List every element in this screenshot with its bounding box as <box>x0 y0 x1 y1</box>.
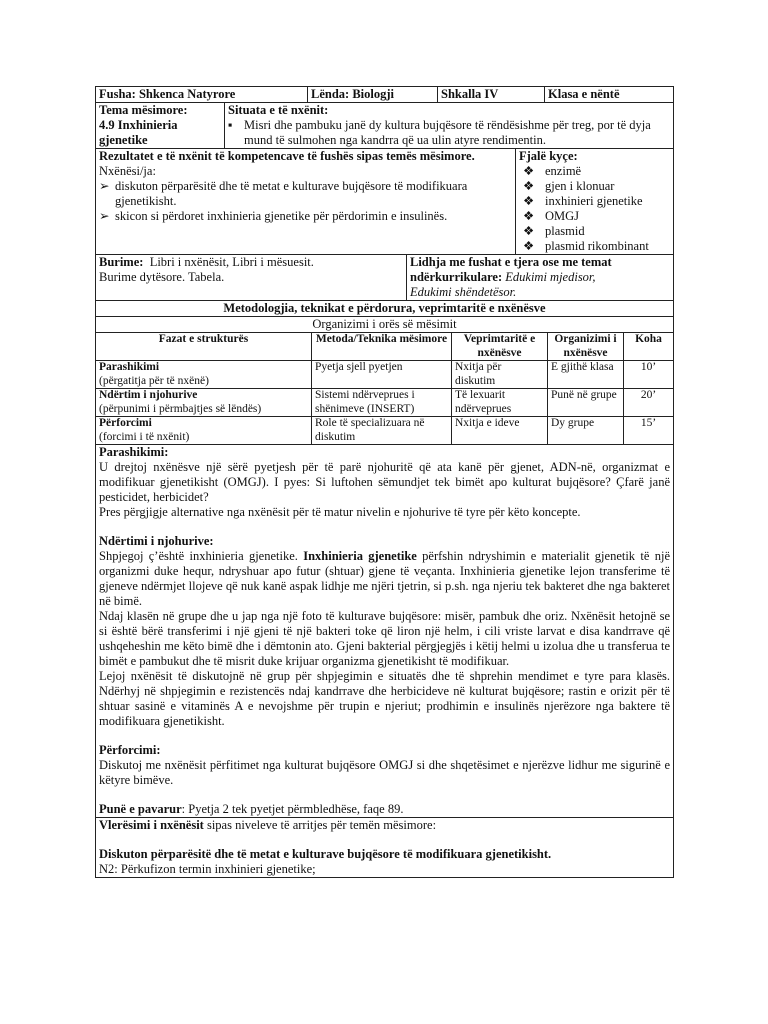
assessment-level-n2: N2: Përkufizon termin inxhinieri gjenetike; <box>99 862 316 876</box>
col-header-organization: Organizimi i nxënësve <box>548 333 624 361</box>
keywords-cell <box>516 149 674 255</box>
method-cell: Pyetja sjell pyetjen <box>312 361 452 389</box>
arrow-bullet-icon: ➢ <box>99 209 110 223</box>
table-row <box>96 389 674 417</box>
outcomes-label: Rezultatet e të nxënit të kompetencave të fushës sipas temës mësimore. <box>99 149 475 163</box>
links-label: Lidhja me fushat e tjera ose me temat ndërkurrikulare: <box>410 255 612 284</box>
knowledge-paragraph: Ndaj klasën në grupe dhe u jap nga një foto të kulturave bujqësore: misër, pambuk dhe oriz. Nxënësit hetojnë se si është bërë transferimi i një gjeni të një bakteri toke që liron një helm, i cili vriste larvat e disa kandrrave që ushqeheshin me këto bimë dhe i dëmtonin ato. Gjeni bakterial përgjegjës i këtij helmi u izolua dhe u transferua te bimët e pambukut dhe të misrit duke krijuar organizma gjenetikisht të modifikuar. <box>99 609 670 668</box>
diamond-bullet-icon: ❖ <box>523 239 535 253</box>
situation-cell <box>225 103 674 149</box>
method-cell: Role të specializuara në diskutim <box>312 417 452 445</box>
keyword-item <box>519 164 670 179</box>
outcomes-table <box>95 148 674 255</box>
time-cell: 20’ <box>624 389 674 417</box>
resources-line2: Burime dytësore. Tabela. <box>99 270 225 284</box>
prediction-paragraph: Pres përgjigje alternative nga nxënësit për të matur nivelin e njohurive të tyre për këto koncepte. <box>99 505 581 519</box>
outcome-item <box>99 209 512 224</box>
outcomes-cell <box>96 149 516 255</box>
prediction-paragraph: U drejtoj nxënësve një sërë pyetjesh për të parë njohuritë që ata kanë për gjenet, ADN-në, organizmat e modifikuar gjenetikisht (OMGJ). I pyes: Si luftohen sëmundjet tek bimët apo kulturat bujqësore? Çfarë janë pesticidet, herbicidet? <box>99 460 670 504</box>
table-row <box>96 361 674 389</box>
level-cell: Shkalla IV <box>438 87 545 103</box>
keyword-item <box>519 239 670 254</box>
keyword-item <box>519 194 670 209</box>
arrow-bullet-icon: ➢ <box>99 179 110 193</box>
methodology-table <box>95 300 674 445</box>
links-value-2: Edukimi shëndetësor. <box>410 285 517 299</box>
prediction-heading: Parashikimi: <box>99 445 169 459</box>
links-cell <box>407 255 674 301</box>
keyword-text: enzimë <box>545 164 582 178</box>
methodology-title: Metodologjia, teknikat e përdorura, veprimtaritë e nxënësve <box>96 301 674 317</box>
reinforcement-heading: Përforcimi: <box>99 743 161 757</box>
links-value-1: Edukimi mjedisor, <box>505 270 596 284</box>
knowledge-paragraph: Shpjegoj ç’është inxhinieria gjenetike. Inxhinieria gjenetike përfshin ndryshimin e materialit gjenetik të një organizmi duke hequr, ndryshuar apo futur (shtuar) gjene të veçanta. Inxhinieria gjenetike lejon transferime të gjeneve ndërmjet llojeve që nuk kanë aspak lidhje me njëri tjetrin, si p.sh. nga njeriu tek bakteret dhe nga bakteret në bimë. <box>99 549 670 608</box>
keyword-text: inxhinieri gjenetike <box>545 194 643 208</box>
assessment-table <box>95 817 674 878</box>
diamond-bullet-icon: ❖ <box>523 179 535 193</box>
assessment-heading: Diskuton përparësitë dhe të metat e kulturave bujqësore të modifikuara gjenetikisht. <box>99 847 552 861</box>
keywords-label: Fjalë kyçe: <box>519 149 578 163</box>
resources-value: Libri i nxënësit, Libri i mësuesit. <box>149 255 314 269</box>
topic-table <box>95 102 674 149</box>
resources-table <box>95 254 674 301</box>
lesson-plan-document <box>95 86 674 878</box>
diamond-bullet-icon: ❖ <box>523 209 535 223</box>
knowledge-building-heading: Ndërtimi i njohurive: <box>99 534 214 548</box>
situation-text: Misri dhe pambuku janë dy kultura bujqësore të rëndësishme për treg, por të dyja mund të sulmohen nga kandrra që ua ulin atyre rendimentin. <box>244 118 651 147</box>
square-bullet-icon: ▪ <box>228 118 233 132</box>
topic-label: Tema mësimore: <box>99 103 188 117</box>
diamond-bullet-icon: ❖ <box>523 164 535 178</box>
phase-cell: Përforcimi (forcimi i të nxënit) <box>96 417 312 445</box>
topic-title: 4.9 Inxhinieria gjenetike <box>99 118 178 147</box>
situation-label: Situata e të nxënit: <box>228 103 329 117</box>
activity-cell: Nxitja për diskutim <box>452 361 548 389</box>
col-header-phases: Fazat e strukturës <box>96 333 312 361</box>
time-cell: 10’ <box>624 361 674 389</box>
diamond-bullet-icon: ❖ <box>523 224 535 238</box>
activity-cell: Të lexuarit ndërveprues <box>452 389 548 417</box>
keyword-text: gjen i klonuar <box>545 179 615 193</box>
lesson-body-table <box>95 444 674 818</box>
reinforcement-paragraph: Diskutoj me nxënësit përfitimet nga kulturat bujqësore OMGJ si dhe shqetësimet e njerëzve lidhur me sigurinë e këtyre bimëve. <box>99 758 670 787</box>
keyword-text: plasmid rikombinant <box>545 239 649 253</box>
knowledge-paragraph: Lejoj nxënësit të diskutojnë në grup për shpjegimin e situatës dhe të shprehin mendimet e tyre para klasës. Ndërhyj në shpjegimin e rezistencës ndaj kandrrave dhe herbicideve në kulturat bujqësore; rastin e orizit për të shtuar sasinë e vitaminës A e nevojshme për trupin e njeriut; prodhimin e insulinës njerëzore nga baktere të modifikuara gjenetikisht. <box>99 669 670 728</box>
assessment-intro: Vlerësimi i nxënësit sipas niveleve të arritjes për temën mësimore: <box>99 818 437 832</box>
resources-label: Burime: <box>99 255 144 269</box>
phase-cell: Parashikimi (përgatitja për të nxënë) <box>96 361 312 389</box>
organization-cell: Dy grupe <box>548 417 624 445</box>
keyword-text: OMGJ <box>545 209 580 223</box>
phase-cell: Ndërtim i njohurive (përpunimi i përmbajtjes së lëndës) <box>96 389 312 417</box>
organization-cell: E gjithë klasa <box>548 361 624 389</box>
outcome-item <box>99 179 512 209</box>
col-header-time: Koha <box>624 333 674 361</box>
outcome-text: skicon si përdoret inxhinieria gjenetike për përdorimin e insulinës. <box>115 209 448 223</box>
topic-cell <box>96 103 225 149</box>
lesson-body-cell <box>96 445 674 818</box>
class-cell: Klasa e nëntë <box>545 87 674 103</box>
keyword-item <box>519 179 670 194</box>
resources-cell <box>96 255 407 301</box>
independent-work: Punë e pavarur: Pyetja 2 tek pyetjet përmbledhëse, faqe 89. <box>99 802 404 816</box>
field-cell: Fusha: Shkenca Natyrore <box>96 87 308 103</box>
outcome-text: diskuton përparësitë dhe të metat e kulturave bujqësore të modifikuara gjenetikisht. <box>115 179 468 208</box>
organization-cell: Punë në grupe <box>548 389 624 417</box>
resources-line1 <box>99 255 403 270</box>
methodology-subtitle: Organizimi i orës së mësimit <box>96 317 674 333</box>
assessment-cell <box>96 818 674 878</box>
situation-item <box>228 118 670 148</box>
keyword-text: plasmid <box>545 224 585 238</box>
keyword-item <box>519 224 670 239</box>
col-header-activity: Veprimtaritë e nxënësve <box>452 333 548 361</box>
col-header-method: Metoda/Teknika mësimore <box>312 333 452 361</box>
table-row <box>96 417 674 445</box>
activity-cell: Nxitja e ideve <box>452 417 548 445</box>
time-cell: 15’ <box>624 417 674 445</box>
diamond-bullet-icon: ❖ <box>523 194 535 208</box>
header-table <box>95 86 674 103</box>
outcomes-intro: Nxënësi/ja: <box>99 164 156 178</box>
subject-cell: Lënda: Biologji <box>308 87 438 103</box>
keyword-item <box>519 209 670 224</box>
method-cell: Sistemi ndërveprues i shënimeve (INSERT) <box>312 389 452 417</box>
